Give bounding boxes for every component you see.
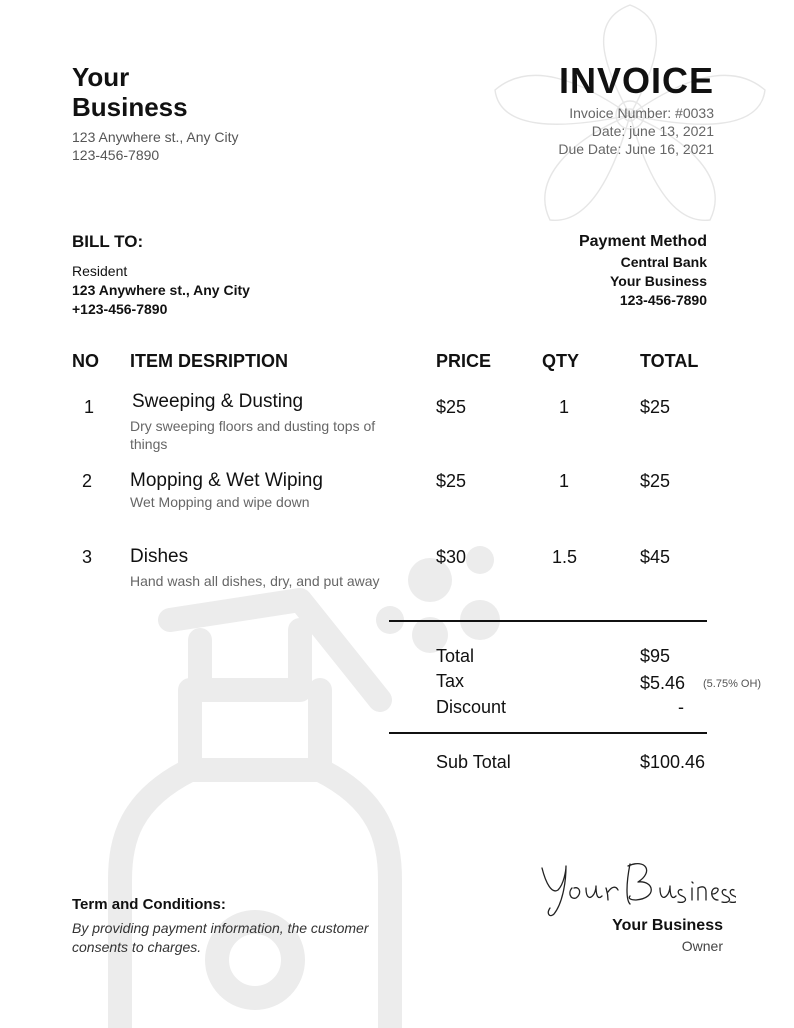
tax-value: $5.46 — [640, 673, 686, 693]
payment-account-number: 123-456-7890 — [619, 292, 707, 308]
row-price: $25 — [436, 471, 467, 491]
business-name: Your Business — [72, 62, 188, 122]
row-price: $30 — [436, 547, 467, 567]
row-total: $25 — [640, 397, 671, 417]
invoice-due-date: Due Date: June 16, 2021 — [558, 141, 714, 157]
invoice-title: INVOICE — [558, 60, 714, 101]
invoice-meta — [558, 104, 714, 158]
total-label: Total — [436, 646, 475, 666]
row-item-description: Dry sweeping floors and dusting tops of things — [130, 418, 376, 452]
discount-label: Discount — [436, 697, 507, 717]
bill-to-heading: BILL TO: — [72, 232, 144, 251]
row-total: $25 — [640, 471, 671, 491]
row-item-title: Mopping & Wet Wiping — [130, 470, 323, 491]
payment-account-name: Your Business — [610, 273, 707, 289]
col-header-no: NO — [72, 351, 99, 371]
row-qty: 1 — [559, 397, 570, 417]
row-number: 3 — [82, 547, 93, 567]
row-price: $25 — [436, 397, 467, 417]
row-number: 1 — [84, 397, 95, 417]
subtotal-label: Sub Total — [436, 752, 511, 772]
row-item-description: Hand wash all dishes, dry, and put away — [130, 573, 380, 589]
row-total: $45 — [640, 547, 671, 567]
row-item-title: Sweeping & Dusting — [132, 391, 304, 412]
col-header-description: ITEM DESRIPTION — [130, 351, 289, 371]
row-qty: 1 — [559, 471, 570, 491]
bill-to-phone: +123-456-7890 — [72, 301, 168, 317]
payment-method-heading: Payment Method — [578, 233, 707, 250]
business-address: 123 Anywhere st., Any City — [72, 129, 239, 145]
invoice-number: Invoice Number: #0033 — [569, 105, 714, 121]
business-phone: 123-456-7890 — [72, 147, 160, 163]
summary-divider-top — [389, 620, 707, 622]
payment-bank: Central Bank — [620, 254, 707, 270]
tax-label: Tax — [436, 671, 465, 691]
bill-to-address: 123 Anywhere st., Any City — [72, 282, 250, 298]
row-number: 2 — [82, 471, 93, 491]
terms-heading: Term and Conditions: — [72, 896, 226, 913]
business-contact — [72, 128, 239, 164]
summary-divider-bottom — [389, 732, 707, 734]
subtotal-value: $100.46 — [640, 752, 706, 772]
row-item-description: Wet Mopping and wipe down — [130, 494, 310, 510]
payment-method — [579, 232, 707, 310]
col-header-qty: QTY — [542, 351, 580, 371]
bill-to-details — [72, 262, 250, 319]
row-qty: 1.5 — [552, 547, 578, 567]
signatory-role: Owner — [681, 938, 723, 954]
terms-text: By providing payment information, the customer consents to charges. — [72, 920, 369, 955]
discount-value: - — [678, 697, 684, 717]
bill-to-name: Resident — [72, 263, 128, 279]
col-header-total: TOTAL — [640, 351, 699, 371]
total-value: $95 — [640, 646, 671, 666]
handwritten-signature — [536, 854, 736, 920]
signatory-name: Your Business — [612, 917, 723, 934]
invoice-date: Date: june 13, 2021 — [591, 123, 714, 139]
col-header-price: PRICE — [436, 351, 492, 371]
row-item-title: Dishes — [130, 546, 189, 567]
tax-rate-note: (5.75% OH) — [703, 678, 762, 690]
